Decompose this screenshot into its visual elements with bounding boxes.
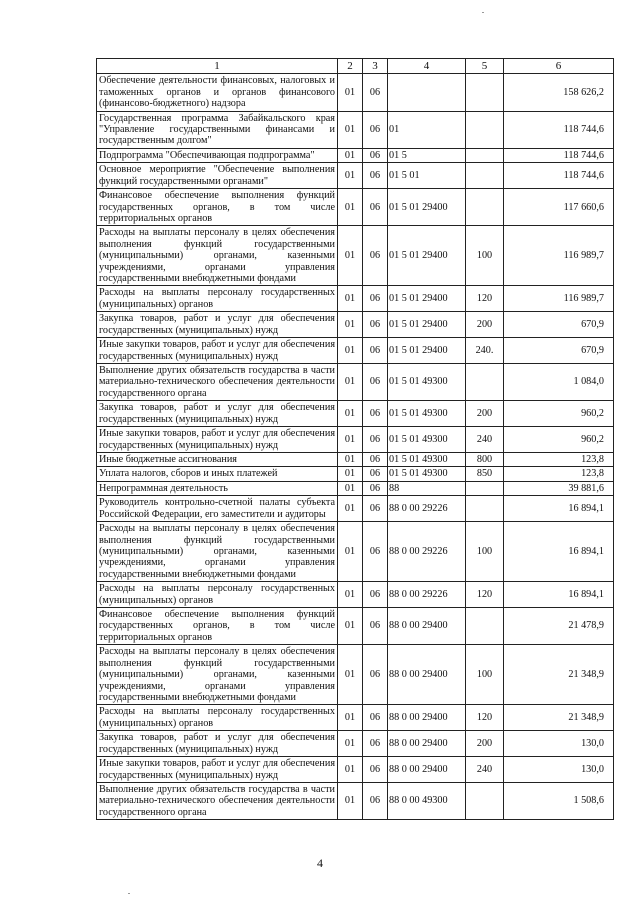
header-col-6: 6 <box>504 59 614 74</box>
row-amount-cell: 16 894,1 <box>504 522 614 582</box>
row-name-cell: Уплата налогов, сборов и иных платежей <box>97 467 338 481</box>
row-amount-cell: 16 894,1 <box>504 496 614 522</box>
row-subsection-cell: 06 <box>363 782 388 819</box>
row-section-cell: 01 <box>338 496 363 522</box>
row-name-cell: Расходы на выплаты персоналу в целях обеспечения выполнения функций государственными (муниципальными) органами, казенными учреждениями, органами управления государственными внебюджетными фондами <box>97 645 338 705</box>
row-subsection-cell: 06 <box>363 111 388 148</box>
row-target-item-cell: 88 0 00 29400 <box>388 705 466 731</box>
row-target-item-cell: 88 0 00 29226 <box>388 522 466 582</box>
header-col-2: 2 <box>338 59 363 74</box>
row-name-cell: Расходы на выплаты персоналу в целях обеспечения выполнения функций государственными (муниципальными) органами, казенными учреждениями, органами управления государственными внебюджетными фондами <box>97 226 338 286</box>
row-subsection-cell: 06 <box>363 705 388 731</box>
table-row <box>97 582 614 608</box>
row-expense-type-cell <box>466 163 504 189</box>
row-expense-type-cell <box>466 148 504 162</box>
row-name-cell: Государственная программа Забайкальского края "Управление государственными финансами и государственным долгом" <box>97 111 338 148</box>
row-target-item-cell: 88 0 00 29400 <box>388 645 466 705</box>
header-col-3: 3 <box>363 59 388 74</box>
table-row <box>97 481 614 495</box>
row-subsection-cell: 06 <box>363 452 388 466</box>
row-name-cell: Иные закупки товаров, работ и услуг для обеспечения государственных (муниципальных) нужд <box>97 757 338 783</box>
row-amount-cell: 1 508,6 <box>504 782 614 819</box>
row-target-item-cell: 01 5 01 49300 <box>388 467 466 481</box>
row-section-cell: 01 <box>338 148 363 162</box>
row-target-item-cell: 01 5 01 29400 <box>388 189 466 226</box>
row-amount-cell: 158 626,2 <box>504 74 614 111</box>
row-target-item-cell: 88 0 00 29226 <box>388 496 466 522</box>
table-row <box>97 452 614 466</box>
row-name-cell: Расходы на выплаты персоналу государственных (муниципальных) органов <box>97 705 338 731</box>
table-row <box>97 608 614 645</box>
row-expense-type-cell: 200 <box>466 731 504 757</box>
table-row <box>97 401 614 427</box>
row-subsection-cell: 06 <box>363 226 388 286</box>
row-amount-cell: 960,2 <box>504 401 614 427</box>
row-section-cell: 01 <box>338 364 363 401</box>
row-target-item-cell: 01 5 01 29400 <box>388 312 466 338</box>
row-expense-type-cell: 240 <box>466 757 504 783</box>
row-section-cell: 01 <box>338 452 363 466</box>
row-expense-type-cell: 200 <box>466 401 504 427</box>
row-amount-cell: 123,8 <box>504 452 614 466</box>
row-amount-cell: 118 744,6 <box>504 163 614 189</box>
row-name-cell: Иные бюджетные ассигнования <box>97 452 338 466</box>
row-name-cell: Расходы на выплаты персоналу в целях обеспечения выполнения функций государственными (муниципальными) органами, казенными учреждениями, органами управления государственными внебюджетными фондами <box>97 522 338 582</box>
row-target-item-cell: 01 5 01 49300 <box>388 427 466 453</box>
table-row <box>97 782 614 819</box>
row-amount-cell: 16 894,1 <box>504 582 614 608</box>
row-name-cell: Закупка товаров, работ и услуг для обеспечения государственных (муниципальных) нужд <box>97 401 338 427</box>
row-section-cell: 01 <box>338 189 363 226</box>
table-row <box>97 226 614 286</box>
scan-speck <box>482 12 484 13</box>
row-section-cell: 01 <box>338 757 363 783</box>
row-target-item-cell: 88 0 00 29400 <box>388 731 466 757</box>
row-target-item-cell <box>388 74 466 111</box>
row-target-item-cell: 88 0 00 29400 <box>388 757 466 783</box>
row-amount-cell: 39 881,6 <box>504 481 614 495</box>
row-expense-type-cell <box>466 111 504 148</box>
row-subsection-cell: 06 <box>363 522 388 582</box>
row-amount-cell: 130,0 <box>504 757 614 783</box>
row-expense-type-cell: 120 <box>466 582 504 608</box>
row-expense-type-cell: 100 <box>466 522 504 582</box>
row-name-cell: Подпрограмма "Обеспечивающая подпрограмма" <box>97 148 338 162</box>
row-subsection-cell: 06 <box>363 481 388 495</box>
row-subsection-cell: 06 <box>363 496 388 522</box>
row-section-cell: 01 <box>338 582 363 608</box>
row-amount-cell: 130,0 <box>504 731 614 757</box>
table-row <box>97 286 614 312</box>
row-amount-cell: 21 348,9 <box>504 645 614 705</box>
table-body <box>97 74 614 820</box>
row-subsection-cell: 06 <box>363 189 388 226</box>
row-amount-cell: 670,9 <box>504 338 614 364</box>
row-section-cell: 01 <box>338 481 363 495</box>
row-amount-cell: 118 744,6 <box>504 148 614 162</box>
row-subsection-cell: 06 <box>363 467 388 481</box>
row-name-cell: Основное мероприятие "Обеспечение выполнения функций государственными органами" <box>97 163 338 189</box>
row-amount-cell: 1 084,0 <box>504 364 614 401</box>
row-target-item-cell: 01 5 01 <box>388 163 466 189</box>
row-expense-type-cell <box>466 496 504 522</box>
table-header-row <box>97 59 614 74</box>
table-row <box>97 645 614 705</box>
table-row <box>97 705 614 731</box>
row-name-cell: Расходы на выплаты персоналу государственных (муниципальных) органов <box>97 582 338 608</box>
row-section-cell: 01 <box>338 401 363 427</box>
row-target-item-cell: 01 5 <box>388 148 466 162</box>
row-name-cell: Обеспечение деятельности финансовых, налоговых и таможенных органов и органов финансового (финансово-бюджетного) надзора <box>97 74 338 111</box>
row-section-cell: 01 <box>338 522 363 582</box>
row-amount-cell: 117 660,6 <box>504 189 614 226</box>
row-target-item-cell: 01 <box>388 111 466 148</box>
table-row <box>97 731 614 757</box>
row-expense-type-cell: 850 <box>466 467 504 481</box>
row-subsection-cell: 06 <box>363 163 388 189</box>
table-row <box>97 364 614 401</box>
row-name-cell: Закупка товаров, работ и услуг для обеспечения государственных (муниципальных) нужд <box>97 312 338 338</box>
row-expense-type-cell: 240. <box>466 338 504 364</box>
table-row <box>97 312 614 338</box>
budget-table <box>96 58 614 820</box>
table-row <box>97 522 614 582</box>
row-section-cell: 01 <box>338 163 363 189</box>
row-target-item-cell: 01 5 01 29400 <box>388 286 466 312</box>
row-subsection-cell: 06 <box>363 401 388 427</box>
table-row <box>97 338 614 364</box>
row-subsection-cell: 06 <box>363 338 388 364</box>
row-amount-cell: 118 744,6 <box>504 111 614 148</box>
row-name-cell: Финансовое обеспечение выполнения функций государственных органов, в том числе территориальных органов <box>97 608 338 645</box>
row-name-cell: Выполнение других обязательств государства в части материально-технического обеспечения деятельности государственного органа <box>97 364 338 401</box>
row-target-item-cell: 01 5 01 49300 <box>388 401 466 427</box>
page-number: 4 <box>317 856 323 870</box>
row-expense-type-cell: 100 <box>466 645 504 705</box>
row-amount-cell: 21 478,9 <box>504 608 614 645</box>
row-section-cell: 01 <box>338 338 363 364</box>
row-subsection-cell: 06 <box>363 608 388 645</box>
row-target-item-cell: 88 <box>388 481 466 495</box>
table-row <box>97 111 614 148</box>
row-subsection-cell: 06 <box>363 582 388 608</box>
row-subsection-cell: 06 <box>363 731 388 757</box>
table-row <box>97 148 614 162</box>
row-amount-cell: 21 348,9 <box>504 705 614 731</box>
row-target-item-cell: 01 5 01 49300 <box>388 452 466 466</box>
row-target-item-cell: 88 0 00 29400 <box>388 608 466 645</box>
row-subsection-cell: 06 <box>363 757 388 783</box>
row-section-cell: 01 <box>338 608 363 645</box>
row-expense-type-cell: 120 <box>466 286 504 312</box>
row-subsection-cell: 06 <box>363 427 388 453</box>
header-col-1: 1 <box>97 59 338 74</box>
row-target-item-cell: 88 0 00 49300 <box>388 782 466 819</box>
row-subsection-cell: 06 <box>363 312 388 338</box>
table-row <box>97 189 614 226</box>
row-subsection-cell: 06 <box>363 364 388 401</box>
row-target-item-cell: 01 5 01 29400 <box>388 338 466 364</box>
row-expense-type-cell <box>466 782 504 819</box>
row-name-cell: Непрограммная деятельность <box>97 481 338 495</box>
table-row <box>97 427 614 453</box>
row-amount-cell: 960,2 <box>504 427 614 453</box>
row-subsection-cell: 06 <box>363 148 388 162</box>
row-expense-type-cell <box>466 74 504 111</box>
row-section-cell: 01 <box>338 467 363 481</box>
row-name-cell: Иные закупки товаров, работ и услуг для обеспечения государственных (муниципальных) нужд <box>97 427 338 453</box>
row-expense-type-cell <box>466 189 504 226</box>
row-amount-cell: 116 989,7 <box>504 226 614 286</box>
row-expense-type-cell: 240 <box>466 427 504 453</box>
row-name-cell: Расходы на выплаты персоналу государственных (муниципальных) органов <box>97 286 338 312</box>
scan-speck <box>128 893 130 894</box>
row-target-item-cell: 01 5 01 29400 <box>388 226 466 286</box>
row-subsection-cell: 06 <box>363 286 388 312</box>
row-expense-type-cell: 100 <box>466 226 504 286</box>
table-row <box>97 496 614 522</box>
row-expense-type-cell <box>466 481 504 495</box>
row-amount-cell: 123,8 <box>504 467 614 481</box>
row-name-cell: Руководитель контрольно-счетной палаты субъекта Российской Федерации, его заместители и аудиторы <box>97 496 338 522</box>
row-subsection-cell: 06 <box>363 645 388 705</box>
row-section-cell: 01 <box>338 286 363 312</box>
row-section-cell: 01 <box>338 226 363 286</box>
row-section-cell: 01 <box>338 427 363 453</box>
table-row <box>97 74 614 111</box>
row-name-cell: Иные закупки товаров, работ и услуг для обеспечения государственных (муниципальных) нужд <box>97 338 338 364</box>
row-section-cell: 01 <box>338 705 363 731</box>
table-row <box>97 467 614 481</box>
row-amount-cell: 116 989,7 <box>504 286 614 312</box>
table-row <box>97 163 614 189</box>
row-target-item-cell: 01 5 01 49300 <box>388 364 466 401</box>
row-target-item-cell: 88 0 00 29226 <box>388 582 466 608</box>
row-name-cell: Закупка товаров, работ и услуг для обеспечения государственных (муниципальных) нужд <box>97 731 338 757</box>
row-amount-cell: 670,9 <box>504 312 614 338</box>
row-expense-type-cell <box>466 364 504 401</box>
row-section-cell: 01 <box>338 782 363 819</box>
row-section-cell: 01 <box>338 645 363 705</box>
row-expense-type-cell: 200 <box>466 312 504 338</box>
row-name-cell: Выполнение других обязательств государства в части материально-технического обеспечения деятельности государственного органа <box>97 782 338 819</box>
row-section-cell: 01 <box>338 312 363 338</box>
row-subsection-cell: 06 <box>363 74 388 111</box>
row-section-cell: 01 <box>338 74 363 111</box>
row-expense-type-cell: 800 <box>466 452 504 466</box>
row-expense-type-cell: 120 <box>466 705 504 731</box>
row-name-cell: Финансовое обеспечение выполнения функций государственных органов, в том числе территориальных органов <box>97 189 338 226</box>
header-col-4: 4 <box>388 59 466 74</box>
table-row <box>97 757 614 783</box>
row-section-cell: 01 <box>338 111 363 148</box>
header-col-5: 5 <box>466 59 504 74</box>
row-expense-type-cell <box>466 608 504 645</box>
row-section-cell: 01 <box>338 731 363 757</box>
